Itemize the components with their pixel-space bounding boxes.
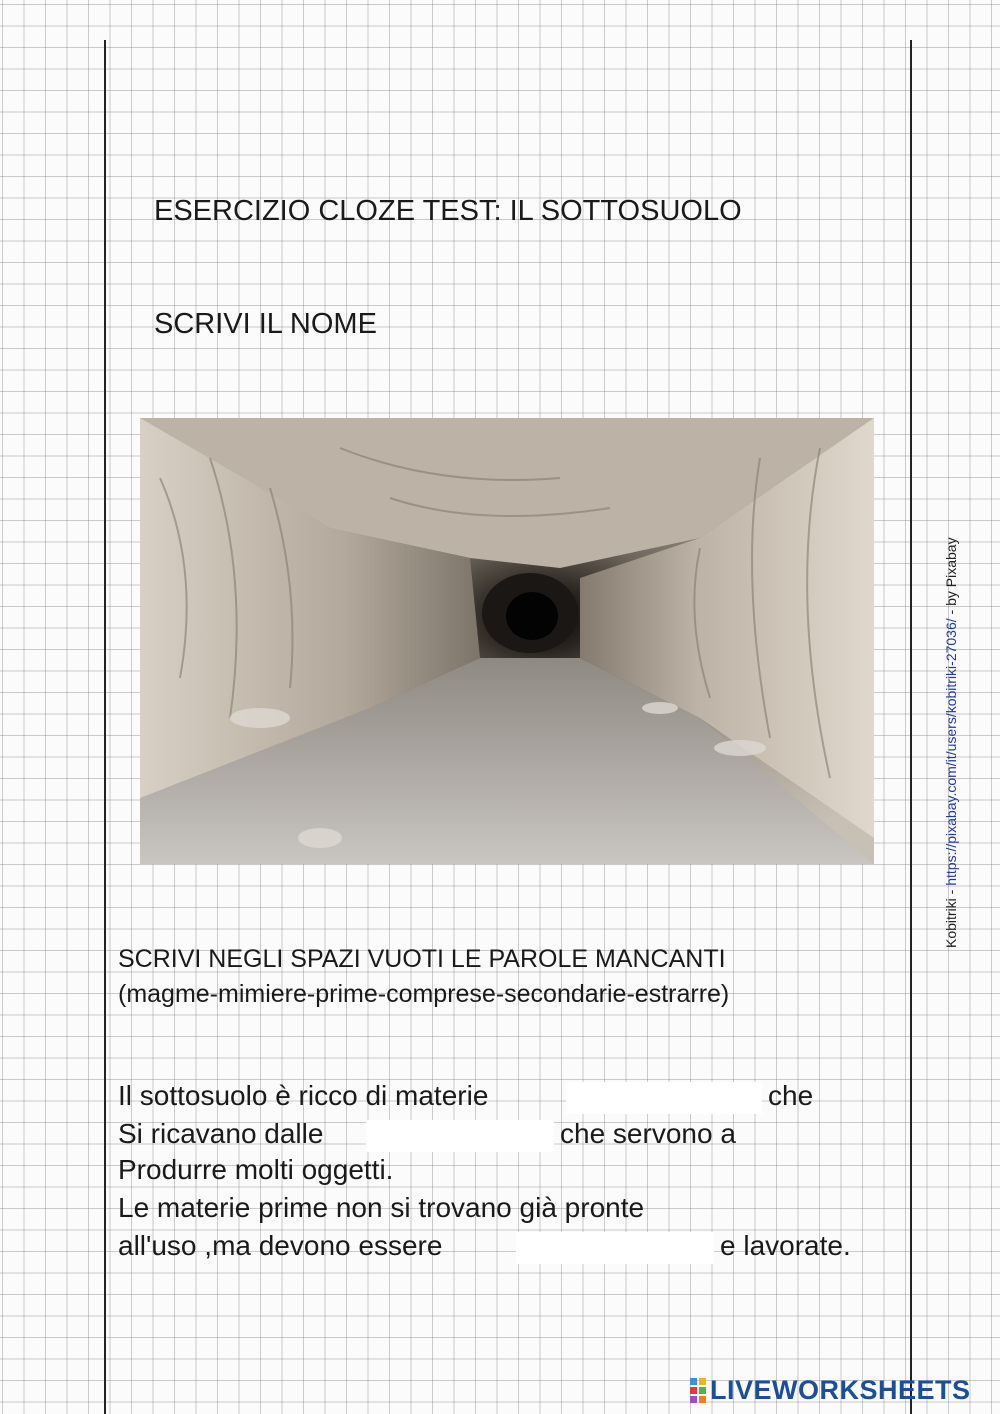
name-label: SCRIVI IL NOME [154,308,377,340]
cloze-line-1b: che [768,1080,814,1111]
credit-author: Kobitriki - [943,885,959,948]
logo-text: LIVEWORKSHEETS [710,1374,971,1405]
logo-badge-icon [690,1378,706,1403]
cloze-line-1a: Il sottosuolo è ricco di materie [118,1080,489,1111]
cloze-line-5b: e lavorate. [720,1230,851,1261]
instruction-text: SCRIVI NEGLI SPAZI VUOTI LE PAROLE MANCANTI [118,945,726,973]
blank-input-1[interactable] [566,1082,762,1114]
blank-input-3[interactable] [516,1232,714,1264]
cloze-line-3: Produrre molti oggetti. [118,1154,394,1185]
tunnel-photo [140,418,874,864]
cloze-line-2a: Si ricavano dalle [118,1118,324,1149]
worksheet-title: ESERCIZIO CLOZE TEST: IL SOTTOSUOLO [154,195,742,227]
cloze-line-4: Le materie prime non si trovano già pronte [118,1192,645,1223]
cloze-line-5a: all'uso ,ma devono essere [118,1230,443,1261]
cloze-line-2b: che servono a [560,1118,736,1149]
credit-suffix: - by Pixabay [943,537,959,619]
blank-input-2[interactable] [366,1120,554,1152]
credit-link[interactable]: https://pixabay.com/it/users/kobitriki-27036/ [943,618,959,886]
photo-credit [943,537,959,948]
right-margin-line [910,40,912,1414]
word-bank: (magme-mimiere-prime-comprese-secondarie-estrarre) [118,980,730,1008]
liveworksheets-logo [690,1374,971,1406]
left-margin-line [104,40,106,1414]
